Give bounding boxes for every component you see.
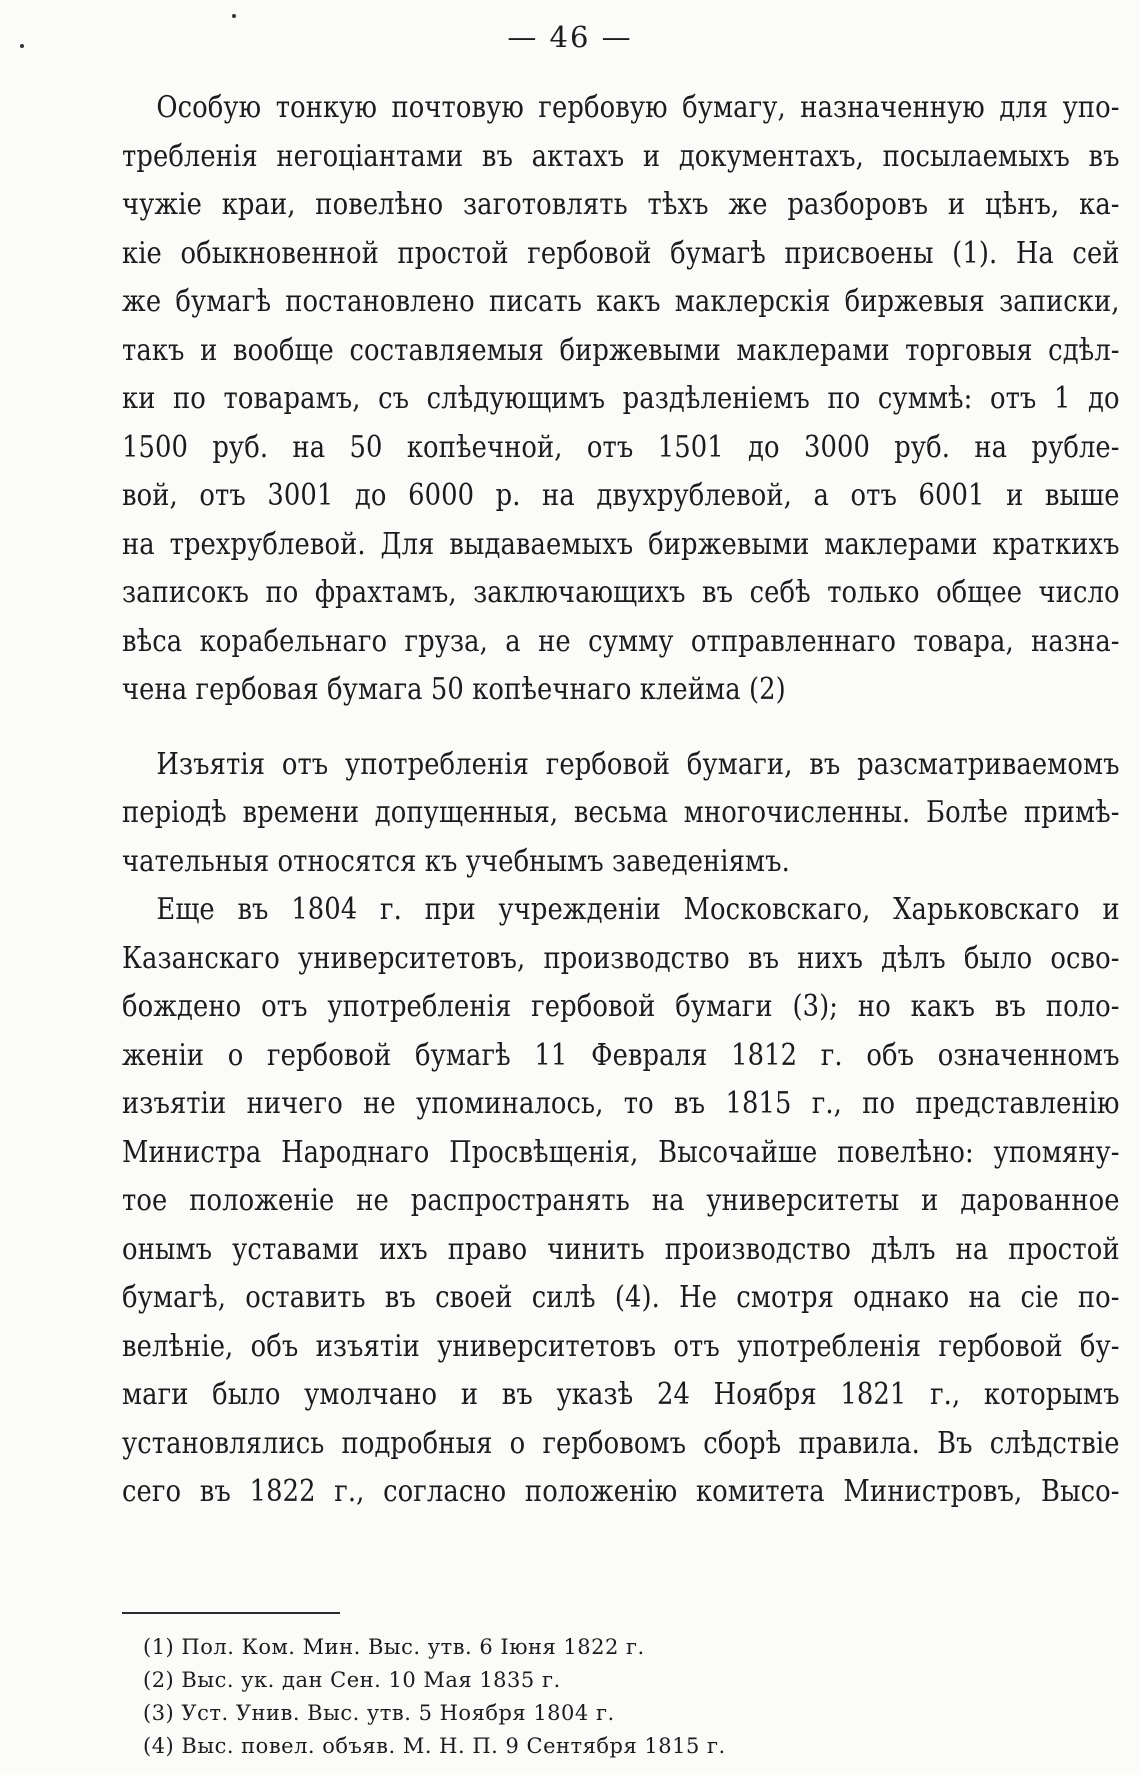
- text-line: женіи о гербовой бумагѣ 11 Февраля 1812 г. объ означенномъ: [122, 1037, 1120, 1073]
- text-line: сего въ 1822 г., согласно положенію комитета Министровъ, Высо-: [122, 1474, 1120, 1509]
- text-line: вой, отъ 3001 до 6000 р. на двухрублевой, а отъ 6001 и выше: [122, 478, 1120, 513]
- footnote-divider: [122, 1612, 340, 1614]
- print-speck: [232, 14, 236, 18]
- text-line: записокъ по фрахтамъ, заключающихъ въ себѣ только общее число: [122, 575, 1120, 610]
- paragraph: [122, 886, 1120, 1517]
- text-line: Еще въ 1804 г. при учрежденіи Московскаго, Харьковскаго и: [156, 892, 1120, 927]
- text-line: Изъятія отъ употребленія гербовой бумаги, въ разсматриваемомъ: [156, 746, 1120, 782]
- footnote-1: (1) Пол. Ком. Мин. Выс. утв. 6 Іюня 1822 г.: [143, 1635, 645, 1659]
- text-line: Особую тонкую почтовую гербовую бумагу, назначенную для упо-: [156, 90, 1120, 125]
- text-line: ки по товарамъ, съ слѣдующимъ раздѣленіемъ по суммѣ: отъ 1 до: [122, 381, 1120, 416]
- text-line: бумагѣ, оставить въ своей силѣ (4). Не смотря однако на сіе по-: [122, 1280, 1120, 1315]
- text-line: періодѣ времени допущенныя, весьма многочисленны. Болѣе примѣ-: [122, 795, 1120, 830]
- body-text: [122, 84, 1120, 1517]
- text-line: 1500 руб. на 50 копѣечной, отъ 1501 до 3000 руб. на рубле-: [122, 429, 1120, 465]
- text-line: тое положеніе не распространять на университеты и дарованное: [122, 1183, 1120, 1218]
- text-line: маги было умолчано и въ указѣ 24 Ноября 1821 г., которымъ: [122, 1377, 1120, 1412]
- text-line: Казанскаго университетовъ, производство въ нихъ дѣлъ было осво-: [122, 940, 1120, 976]
- text-line: кіе обыкновенной простой гербовой бумагѣ присвоены (1). На сей: [122, 235, 1120, 271]
- text-line: установлялись подробныя о гербовомъ сборѣ правила. Въ слѣдствіе: [122, 1425, 1120, 1461]
- paragraph: [122, 741, 1120, 887]
- footnotes: [143, 1631, 943, 1763]
- text-line: велѣніе, объ изъятіи университетовъ отъ употребленія гербовой бу-: [122, 1328, 1120, 1364]
- text-line: чательныя относятся къ учебнымъ заведеніямъ.: [122, 843, 790, 879]
- text-line: вѣса корабельнаго груза, а не сумму отправленнаго товара, назна-: [122, 623, 1120, 659]
- paragraph: [122, 84, 1120, 715]
- footnote-2: (2) Выс. ук. дан Сен. 10 Мая 1835 г.: [143, 1668, 561, 1692]
- footnote-4: (4) Выс. повел. объяв. М. Н. П. 9 Сентября 1815 г.: [143, 1734, 726, 1758]
- text-line: онымъ уставами ихъ право чинить производство дѣлъ на простой: [122, 1231, 1120, 1267]
- footnote-3: (3) Уст. Унив. Выс. утв. 5 Ноября 1804 г.: [143, 1701, 615, 1725]
- text-line: Министра Народнаго Просвѣщенія, Высочайше повелѣно: упомяну-: [122, 1134, 1120, 1170]
- text-line: такъ и вообще составляемыя биржевыми маклерами торговыя сдѣл-: [122, 332, 1120, 368]
- page-number: — 46 —: [507, 20, 633, 54]
- text-line: чена гербовая бумага 50 копѣечнаго клейма (2): [122, 672, 786, 707]
- text-line: на трехрублевой. Для выдаваемыхъ биржевыми маклерами краткихъ: [122, 526, 1120, 562]
- text-line: требленія негоціантами въ актахъ и документахъ, посылаемыхъ въ: [122, 138, 1120, 174]
- text-line: чужіе краи, повелѣно заготовлять тѣхъ же разборовъ и цѣнъ, ка-: [122, 187, 1120, 222]
- text-line: же бумагѣ постановлено писать какъ маклерскія биржевыя записки,: [122, 284, 1120, 319]
- text-line: изъятіи ничего не упоминалось, то въ 1815 г., по представленію: [122, 1086, 1120, 1121]
- text-line: бождено отъ употребленія гербовой бумаги (3); но какъ въ поло-: [122, 989, 1120, 1024]
- paragraph-gap: [122, 715, 1120, 741]
